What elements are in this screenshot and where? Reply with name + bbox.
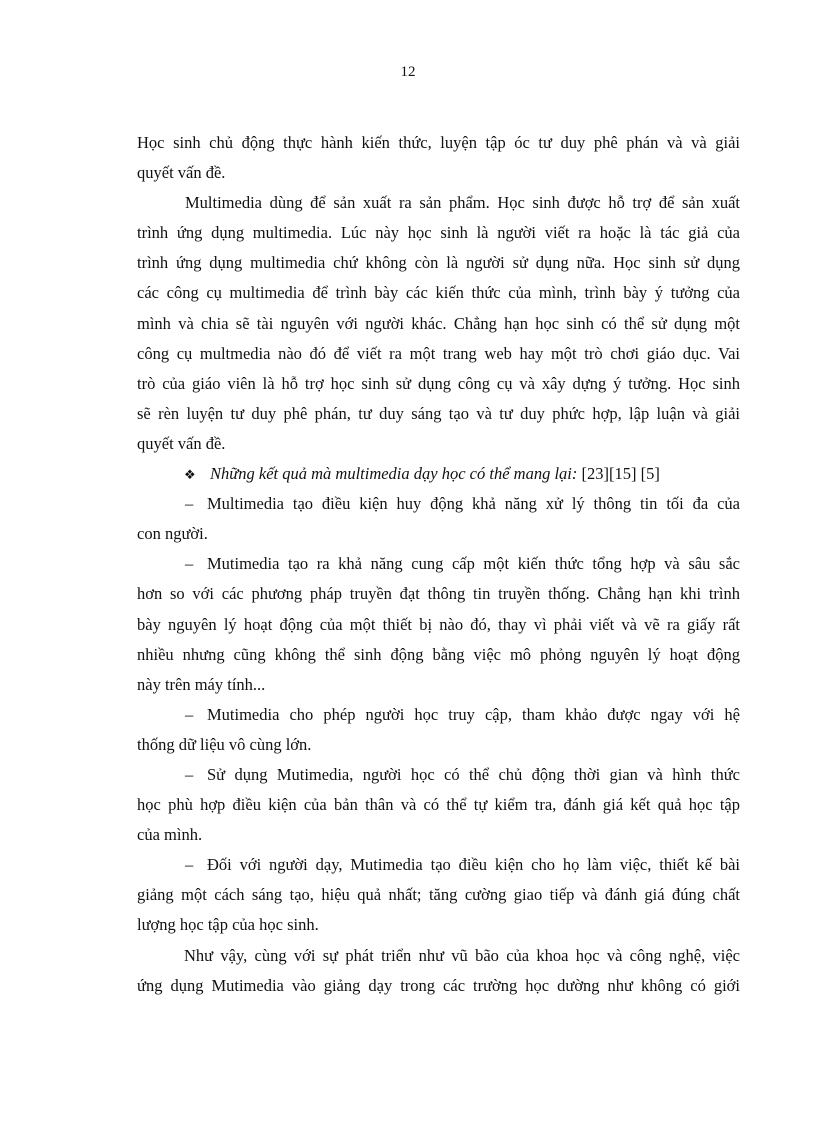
diamond-bullet-icon: ❖ — [184, 467, 196, 483]
text-line: bày nguyên lý hoạt động của một thiết bị nào đó, thay vì phải viết và vẽ ra giấy rất — [137, 614, 740, 634]
dash-icon: – — [185, 764, 194, 784]
bullet-heading-text: Những kết quả mà multimedia dạy học có thể mang lại: — [210, 464, 578, 484]
bullet-heading — [137, 459, 740, 489]
dash-item-text: Sử dụng Mutimedia, người học có thể chủ động thời gian và hình thức — [207, 764, 740, 784]
text-line: trình ứng dụng multimedia. Lúc này học sinh là người viết ra hoặc là tác giả của — [137, 223, 740, 243]
text-line: quyết vấn đề. — [137, 163, 226, 183]
text-line: mình và chia sẽ tài nguyên với người khác. Chẳng hạn học sinh có thể sử dụng một — [137, 313, 740, 333]
citation-refs: [23][15] [5] — [577, 464, 660, 484]
dash-item-text: Multimedia tạo điều kiện huy động khả năng xử lý thông tin tối đa của — [207, 494, 740, 514]
dash-item — [137, 549, 740, 579]
text-line: các công cụ multimedia để trình bày các kiến thức của mình, trình bày ý tưởng của — [137, 283, 740, 303]
text-line: hơn so với các phương pháp truyền đạt thông tin truyền thống. Chẳng hạn khi trình — [137, 584, 740, 604]
dash-item-text: Mutimedia cho phép người học truy cập, tham khảo được ngay với hệ — [207, 704, 740, 724]
text-line: này trên máy tính... — [137, 674, 266, 694]
text-line: trò của giáo viên là hỗ trợ học sinh sử dụng công cụ và xây dựng ý tưởng. Học sinh — [137, 373, 740, 393]
text-line: của mình. — [137, 825, 203, 845]
text-line: Học sinh chủ động thực hành kiến thức, luyện tập óc tư duy phê phán và và giải — [137, 133, 740, 152]
text-line: nhiều nhưng cũng không thể sinh động bằng việc mô phỏng nguyên lý hoạt động — [137, 644, 740, 664]
text-line: thống dữ liệu vô cùng lớn. — [137, 734, 312, 754]
dash-item — [137, 700, 740, 730]
dash-item — [137, 489, 740, 519]
text-line: công cụ multmedia nào đó để viết ra một trang web hay một trò chơi giáo dục. Vai — [137, 343, 740, 363]
text-line: Multimedia dùng để sản xuất ra sản phẩm. Học sinh được hỗ trợ để sản xuất — [185, 193, 740, 213]
dash-icon: – — [185, 855, 194, 875]
text-line: Như vậy, cùng với sự phát triển như vũ bão của khoa học và công nghệ, việc — [184, 945, 740, 965]
page-number: 12 — [400, 64, 416, 80]
dash-icon: – — [185, 554, 194, 574]
document-body — [137, 128, 740, 1001]
text-line: trình ứng dụng multimedia chứ không còn là người sử dụng nữa. Học sinh sử dụng — [137, 253, 740, 273]
dash-item-text: Đối với người dạy, Mutimedia tạo điều kiện cho họ làm việc, thiết kế bài — [207, 855, 740, 875]
text-line: sẽ rèn luyện tư duy phê phán, tư duy sáng tạo và tư duy phức hợp, lập luận và giải — [137, 403, 740, 423]
text-line: học phù hợp điều kiện của bản thân và có thể tự kiểm tra, đánh giá kết quả học tập — [137, 795, 740, 815]
text-line: giảng một cách sáng tạo, hiệu quả nhất; tăng cường giao tiếp và đánh giá đúng chất — [137, 885, 740, 905]
dash-icon: – — [185, 704, 194, 724]
text-line: con người. — [137, 524, 208, 544]
dash-item-text: Mutimedia tạo ra khả năng cung cấp một kiến thức tổng hợp và sâu sắc — [207, 554, 740, 574]
dash-item — [137, 760, 740, 790]
text-line: quyết vấn đề. — [137, 433, 226, 453]
text-line: ứng dụng Mutimedia vào giảng dạy trong các trường học dường như không có giới — [137, 975, 740, 995]
dash-icon: – — [185, 494, 194, 514]
dash-item — [137, 850, 740, 880]
text-line: lượng học tập của học sinh. — [137, 915, 319, 935]
